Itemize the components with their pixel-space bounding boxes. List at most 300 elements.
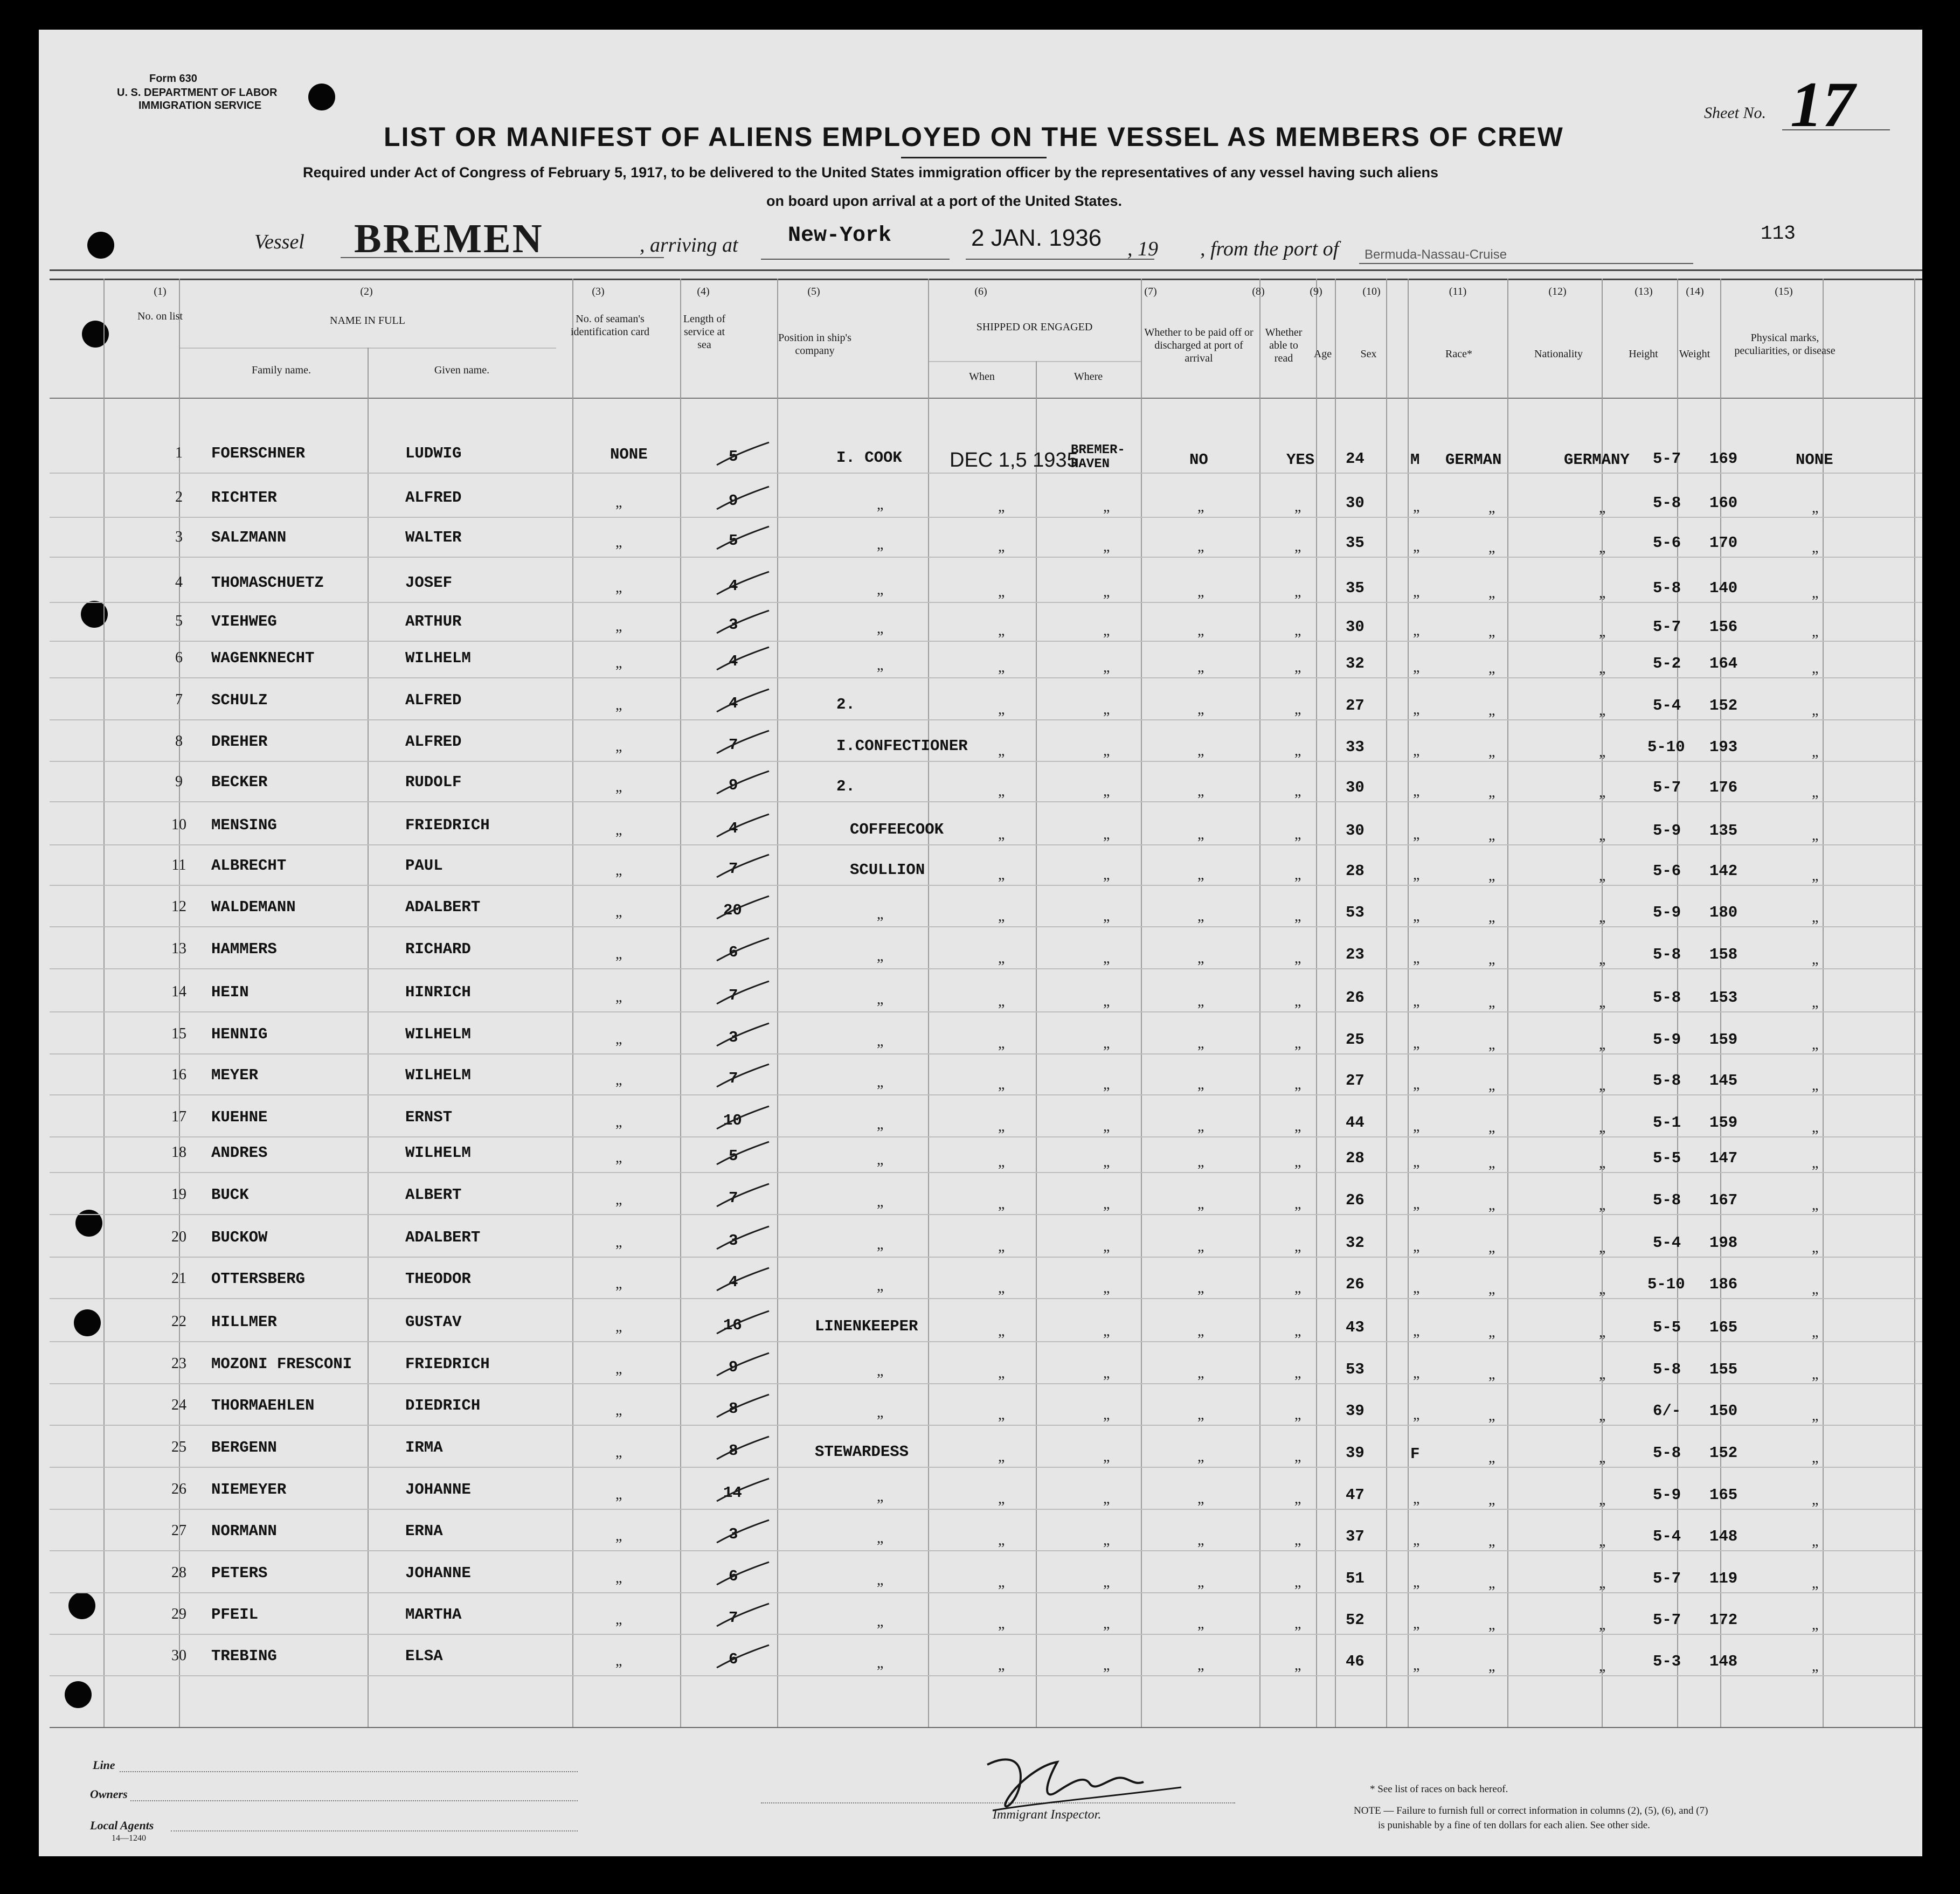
sex-ditto: „ (1413, 1574, 1420, 1591)
family-name: PFEIL (211, 1606, 259, 1624)
race-ditto: „ (1488, 623, 1495, 640)
check-mark (712, 1475, 772, 1508)
where-ditto: „ (1103, 950, 1110, 967)
col-7-number: (7) (1144, 286, 1157, 297)
header-shipped: SHIPPED OR ENGAGED (976, 321, 1093, 333)
paid-ditto: „ (1197, 1657, 1204, 1674)
check-mark (712, 811, 772, 843)
seaman-id-ditto: „ (615, 1402, 622, 1419)
row-rule (50, 1136, 1922, 1137)
seaman-id-ditto: „ (615, 1191, 622, 1208)
nationality-ditto: „ (1599, 951, 1606, 968)
where-ditto: „ (1103, 622, 1110, 639)
nationality-ditto: „ (1599, 784, 1606, 801)
sex-ditto: „ (1413, 1196, 1420, 1212)
read-ditto: „ (1294, 743, 1301, 759)
when-ditto: „ (998, 1196, 1005, 1212)
check-mark (712, 727, 772, 760)
length-of-service: 9 (729, 1358, 738, 1376)
row-rule (50, 1172, 1922, 1173)
race-ditto: „ (1488, 1077, 1495, 1094)
check-mark (712, 1223, 772, 1255)
marks-ditto: „ (1812, 1366, 1819, 1383)
sex-ditto: „ (1413, 1323, 1420, 1340)
check-mark (712, 768, 772, 800)
read-ditto: „ (1294, 538, 1301, 555)
race-ditto: „ (1488, 1036, 1495, 1053)
family-name: MENSING (211, 816, 277, 834)
check-mark (712, 935, 772, 967)
read-ditto: „ (1294, 1238, 1301, 1255)
family-name: TREBING (211, 1647, 277, 1665)
seaman-id-ditto: „ (615, 1361, 622, 1377)
when-ditto: „ (998, 1615, 1005, 1632)
arrival-port: New-York (788, 224, 892, 248)
nationality-ditto: „ (1599, 868, 1606, 884)
sex-ditto: „ (1413, 1154, 1420, 1170)
length-of-service: 4 (729, 653, 738, 670)
col-8-number: (8) (1252, 286, 1265, 297)
race-ditto: „ (1488, 1407, 1495, 1424)
family-name: HAMMERS (211, 940, 277, 958)
seaman-id-ditto: „ (615, 1234, 622, 1251)
nationality-ditto: „ (1599, 1119, 1606, 1136)
height: 5-5 (1653, 1149, 1681, 1167)
length-of-service: 4 (729, 695, 738, 712)
where-ditto: „ (1103, 783, 1110, 800)
length-of-service: 5 (729, 1147, 738, 1165)
when-ditto: „ (998, 1532, 1005, 1549)
check-mark (712, 483, 772, 516)
when-ditto: „ (998, 1406, 1005, 1423)
height: 5-7 (1653, 450, 1681, 468)
family-name: OTTERSBERG (211, 1270, 306, 1288)
paid-ditto: „ (1197, 622, 1204, 639)
col-13-number: (13) (1635, 286, 1653, 297)
position-in-company: I.CONFECTIONER (836, 737, 968, 755)
race-ditto: „ (1488, 784, 1495, 801)
read-ditto: „ (1294, 1280, 1301, 1296)
height: 5-10 (1647, 738, 1685, 756)
sex-ditto: „ (1413, 584, 1420, 600)
position-ditto: „ (877, 1074, 884, 1091)
height: 5-8 (1653, 494, 1681, 512)
arriving-label: , arriving at (640, 234, 738, 256)
given-name: ARTHUR (405, 613, 462, 630)
where-ditto: „ (1103, 1448, 1110, 1465)
age: 37 (1346, 1528, 1365, 1545)
race-ditto: „ (1488, 1575, 1495, 1592)
sex-ditto: „ (1413, 866, 1420, 883)
age: 35 (1346, 534, 1365, 552)
header-nationality: Nationality (1534, 348, 1583, 360)
position-ditto: „ (877, 1236, 884, 1253)
height: 5-1 (1653, 1114, 1681, 1132)
race-ditto: „ (1488, 660, 1495, 677)
check-mark (712, 1308, 772, 1340)
row-number: 7 (175, 691, 183, 708)
seaman-id-ditto: „ (615, 1653, 622, 1669)
weight: 152 (1709, 1444, 1738, 1462)
service-label: IMMIGRATION SERVICE (138, 100, 262, 112)
family-name: SCHULZ (211, 691, 268, 709)
paid-ditto: „ (1197, 1035, 1204, 1052)
where-ditto: „ (1103, 1323, 1110, 1340)
row-number: 22 (171, 1313, 186, 1330)
read-ditto: „ (1294, 1076, 1301, 1093)
marks-ditto: „ (1812, 994, 1819, 1011)
paid-ditto: „ (1197, 538, 1204, 555)
row-number: 3 (175, 529, 183, 545)
family-name: ALBRECHT (211, 857, 287, 875)
family-name: HILLMER (211, 1313, 277, 1331)
height: 5-4 (1653, 697, 1681, 714)
weight: 150 (1709, 1402, 1738, 1420)
where-ditto: „ (1103, 1365, 1110, 1382)
seaman-id-ditto: „ (615, 534, 622, 551)
header-sex: Sex (1360, 348, 1377, 360)
height: 5-2 (1653, 655, 1681, 672)
check-mark (712, 893, 772, 925)
given-name: ERNA (405, 1522, 443, 1540)
check-mark (712, 1020, 772, 1052)
sex-ditto: „ (1413, 1076, 1420, 1093)
where-ditto: „ (1103, 1035, 1110, 1052)
from-port-label: , from the port of (1200, 238, 1339, 260)
punch-hole (68, 1592, 95, 1619)
row-rule (50, 1634, 1922, 1635)
col-12-number: (12) (1548, 286, 1567, 297)
seaman-id-ditto: „ (615, 1275, 622, 1292)
weight: 170 (1709, 534, 1738, 552)
seaman-id-ditto: „ (615, 1114, 622, 1130)
weight: 135 (1709, 822, 1738, 840)
check-mark (712, 568, 772, 601)
sex-ditto: „ (1413, 659, 1420, 676)
height: 5-6 (1653, 862, 1681, 880)
sex-ditto: „ (1413, 1532, 1420, 1549)
sex-ditto: „ (1413, 1238, 1420, 1255)
marks-ditto: „ (1812, 1575, 1819, 1592)
given-name: HINRICH (405, 983, 471, 1001)
row-rule (50, 1341, 1922, 1342)
col-11-number: (11) (1449, 286, 1467, 297)
height: 5-4 (1653, 1528, 1681, 1545)
seaman-id-ditto: „ (615, 904, 622, 920)
row-number: 26 (171, 1481, 186, 1497)
where-ditto: „ (1103, 908, 1110, 925)
position-in-company: COFFEECOOK (850, 821, 944, 838)
sex-ditto: „ (1413, 498, 1420, 515)
family-name: MOZONI FRESCONI (211, 1355, 352, 1373)
family-name: NORMANN (211, 1522, 277, 1540)
where-ditto: „ (1103, 538, 1110, 555)
row-rule (50, 1257, 1922, 1258)
row-rule (50, 1509, 1922, 1510)
seaman-id-ditto: „ (615, 618, 622, 635)
paid-ditto: „ (1197, 1323, 1204, 1340)
header-length-service: Length of service at sea (683, 313, 726, 351)
age: 32 (1346, 1234, 1365, 1252)
when-ditto: „ (998, 659, 1005, 676)
height: 5-3 (1653, 1653, 1681, 1670)
seaman-id-ditto: „ (615, 1528, 622, 1544)
race-ditto: „ (1488, 1449, 1495, 1466)
row-rule (50, 1214, 1922, 1215)
sex-ditto: „ (1413, 783, 1420, 800)
position-ditto: „ (877, 496, 884, 513)
sex-ditto: „ (1413, 701, 1420, 718)
row-number: 8 (175, 733, 183, 750)
given-name: ADALBERT (405, 1229, 481, 1246)
read-ditto: „ (1294, 1490, 1301, 1507)
position-ditto: „ (877, 620, 884, 637)
race-ditto: „ (1488, 868, 1495, 884)
row-number: 4 (175, 574, 183, 591)
read-ditto: „ (1294, 826, 1301, 843)
where-ditto: „ (1103, 1238, 1110, 1255)
paid-ditto: „ (1197, 1365, 1204, 1382)
header-no-on-list: No. on list (137, 310, 183, 322)
sex: M (1410, 451, 1420, 469)
row-number: 13 (171, 940, 186, 957)
when-ditto: „ (998, 1238, 1005, 1255)
age: 30 (1346, 779, 1365, 796)
marks-ditto: „ (1812, 499, 1819, 516)
weight: 142 (1709, 862, 1738, 880)
punch-hole (74, 1309, 101, 1336)
height: 5-6 (1653, 534, 1681, 552)
marks-ditto: „ (1812, 585, 1819, 601)
punch-hole (87, 232, 114, 259)
where-ditto: „ (1103, 1196, 1110, 1212)
nationality-ditto: „ (1599, 702, 1606, 719)
given-name: FRIEDRICH (405, 816, 490, 834)
height: 5-8 (1653, 1072, 1681, 1090)
row-rule (50, 517, 1922, 518)
paid-ditto: „ (1197, 993, 1204, 1010)
row-rule (50, 801, 1922, 802)
read-ditto: „ (1294, 1532, 1301, 1549)
length-of-service: 7 (729, 1189, 738, 1207)
weight: 159 (1709, 1031, 1738, 1049)
col-5-number: (5) (807, 286, 820, 297)
family-name: THORMAEHLEN (211, 1397, 315, 1414)
when-ditto: „ (998, 743, 1005, 759)
family-name: SALZMANN (211, 529, 287, 546)
row-rule (50, 1675, 1922, 1676)
position-in-company: 2. (836, 778, 855, 795)
height: 5-7 (1653, 1611, 1681, 1629)
seaman-id-ditto: „ (615, 1149, 622, 1166)
length-of-service: 3 (729, 1029, 738, 1046)
row-number: 23 (171, 1355, 186, 1372)
family-name: VIEHWEG (211, 613, 277, 630)
position-ditto: „ (877, 1363, 884, 1379)
position-ditto: „ (877, 536, 884, 553)
height: 5-5 (1653, 1319, 1681, 1336)
check-mark (712, 607, 772, 640)
family-name: THOMASCHUETZ (211, 574, 324, 592)
given-name: MARTHA (405, 1606, 462, 1624)
local-agents-label: Local Agents (90, 1819, 154, 1832)
document-title: LIST OR MANIFEST OF ALIENS EMPLOYED ON THE VESSEL AS MEMBERS OF CREW (384, 122, 1564, 152)
col-3-number: (3) (592, 286, 605, 297)
row-rule (50, 602, 1922, 603)
nationality-ditto: „ (1599, 1449, 1606, 1466)
nationality-ditto: „ (1599, 1575, 1606, 1592)
length-of-service: 7 (729, 1070, 738, 1087)
when-ditto: „ (998, 701, 1005, 718)
line-label: Line (93, 1758, 115, 1772)
family-name: WALDEMANN (211, 898, 296, 916)
column-rule (1036, 361, 1037, 1727)
race-ditto: „ (1488, 702, 1495, 719)
where-ditto: „ (1103, 659, 1110, 676)
position-ditto: „ (877, 1613, 884, 1630)
race-ditto: „ (1488, 1658, 1495, 1675)
weight: 186 (1709, 1275, 1738, 1293)
read-ditto: „ (1294, 622, 1301, 639)
given-name: ADALBERT (405, 898, 481, 916)
given-name: ALBERT (405, 1186, 462, 1204)
length-of-service: 8 (729, 1442, 738, 1460)
marks-ditto: „ (1812, 539, 1819, 556)
header-family-name: Family name. (252, 364, 311, 376)
position-ditto: „ (877, 1488, 884, 1505)
row-number: 14 (171, 983, 186, 1000)
race-ditto: „ (1488, 1119, 1495, 1136)
read-ditto: „ (1294, 950, 1301, 967)
col-15-number: (15) (1775, 286, 1793, 297)
row-rule (50, 1467, 1922, 1468)
when-ditto: „ (998, 1365, 1005, 1382)
age: 28 (1346, 1149, 1365, 1167)
read-ditto: „ (1294, 701, 1301, 718)
where-ditto: „ (1103, 1076, 1110, 1093)
row-number: 27 (171, 1522, 186, 1539)
seaman-id-ditto: „ (615, 1031, 622, 1047)
age: 26 (1346, 989, 1365, 1007)
nationality-ditto: „ (1599, 585, 1606, 601)
marks-ditto: „ (1812, 1036, 1819, 1053)
paid-ditto: „ (1197, 866, 1204, 883)
race-ditto: „ (1488, 1281, 1495, 1298)
sex-ditto: „ (1413, 1657, 1420, 1674)
header-physical-marks: Physical marks, peculiarities, or disease (1734, 332, 1836, 357)
paid-ditto: „ (1197, 1196, 1204, 1212)
sex-ditto: „ (1413, 1615, 1420, 1632)
marks-ditto: „ (1812, 702, 1819, 719)
row-number: 19 (171, 1186, 186, 1203)
read-ditto: „ (1294, 866, 1301, 883)
row-number: 16 (171, 1066, 186, 1083)
family-name: BUCKOW (211, 1229, 268, 1246)
weight: 140 (1709, 579, 1738, 597)
nationality-ditto: „ (1599, 744, 1606, 760)
marks-ditto: „ (1812, 1449, 1819, 1466)
length-of-service: 4 (729, 820, 738, 837)
where-ditto: „ (1103, 1154, 1110, 1170)
given-name: RICHARD (405, 940, 471, 958)
row-rule (50, 844, 1922, 845)
able-to-read: YES (1286, 451, 1315, 469)
given-name: ALFRED (405, 733, 462, 751)
age: 25 (1346, 1031, 1365, 1049)
when-ditto: „ (998, 1448, 1005, 1465)
weight: 164 (1709, 655, 1738, 672)
row-number: 2 (175, 489, 183, 505)
where-ditto: „ (1103, 1532, 1110, 1549)
given-name: ERNST (405, 1108, 453, 1126)
check-mark (712, 1350, 772, 1382)
header-height: Height (1629, 348, 1658, 360)
height: 5-9 (1653, 822, 1681, 840)
sheet-label: Sheet No. (1704, 104, 1766, 122)
vessel-name: BREMEN (354, 216, 544, 261)
when-ditto: „ (998, 622, 1005, 639)
read-ditto: „ (1294, 1657, 1301, 1674)
nationality-ditto: „ (1599, 1533, 1606, 1550)
read-ditto: „ (1294, 1196, 1301, 1212)
row-rule (50, 968, 1922, 969)
age: 44 (1346, 1114, 1365, 1132)
position-in-company: SCULLION (850, 861, 925, 879)
position-ditto: „ (877, 1278, 884, 1294)
row-number: 6 (175, 649, 183, 666)
paid-ditto: „ (1197, 584, 1204, 600)
where-ditto: „ (1103, 1118, 1110, 1135)
position-ditto: „ (877, 991, 884, 1008)
weight: 160 (1709, 494, 1738, 512)
age: 28 (1346, 862, 1365, 880)
when-ditto: „ (998, 1280, 1005, 1296)
length-of-service: 6 (729, 1650, 738, 1668)
row-number: 11 (171, 857, 186, 873)
sex-ditto: „ (1413, 622, 1420, 639)
length-of-service: 9 (729, 492, 738, 510)
length-of-service: 4 (729, 1273, 738, 1291)
length-of-service: 10 (723, 1112, 742, 1129)
where-ditto: „ (1103, 701, 1110, 718)
weight: 148 (1709, 1528, 1738, 1545)
read-ditto: „ (1294, 993, 1301, 1010)
row-number: 21 (171, 1270, 186, 1287)
race-ditto: „ (1488, 1491, 1495, 1508)
race-ditto: „ (1488, 827, 1495, 844)
row-rule (50, 1592, 1922, 1593)
given-name: JOHANNE (405, 1564, 471, 1582)
weight: 165 (1709, 1319, 1738, 1336)
height: 5-8 (1653, 1191, 1681, 1209)
row-number: 25 (171, 1439, 186, 1455)
inspector-label: Immigrant Inspector. (993, 1808, 1102, 1822)
family-name: MEYER (211, 1066, 259, 1084)
marks-ditto: „ (1812, 1491, 1819, 1508)
nationality-ditto: „ (1599, 909, 1606, 926)
nationality-ditto: „ (1599, 1155, 1606, 1171)
length-of-service: 3 (729, 1525, 738, 1543)
position-ditto: „ (877, 1151, 884, 1168)
length-of-service: 4 (729, 577, 738, 595)
marks-ditto: „ (1812, 1155, 1819, 1171)
age: 35 (1346, 579, 1365, 597)
position-in-company: LINENKEEPER (815, 1317, 918, 1335)
given-name: WALTER (405, 529, 462, 546)
col-6-number: (6) (974, 286, 987, 297)
position-ditto: „ (877, 581, 884, 598)
shipped-when: DEC 1,5 1935 (950, 449, 1078, 471)
